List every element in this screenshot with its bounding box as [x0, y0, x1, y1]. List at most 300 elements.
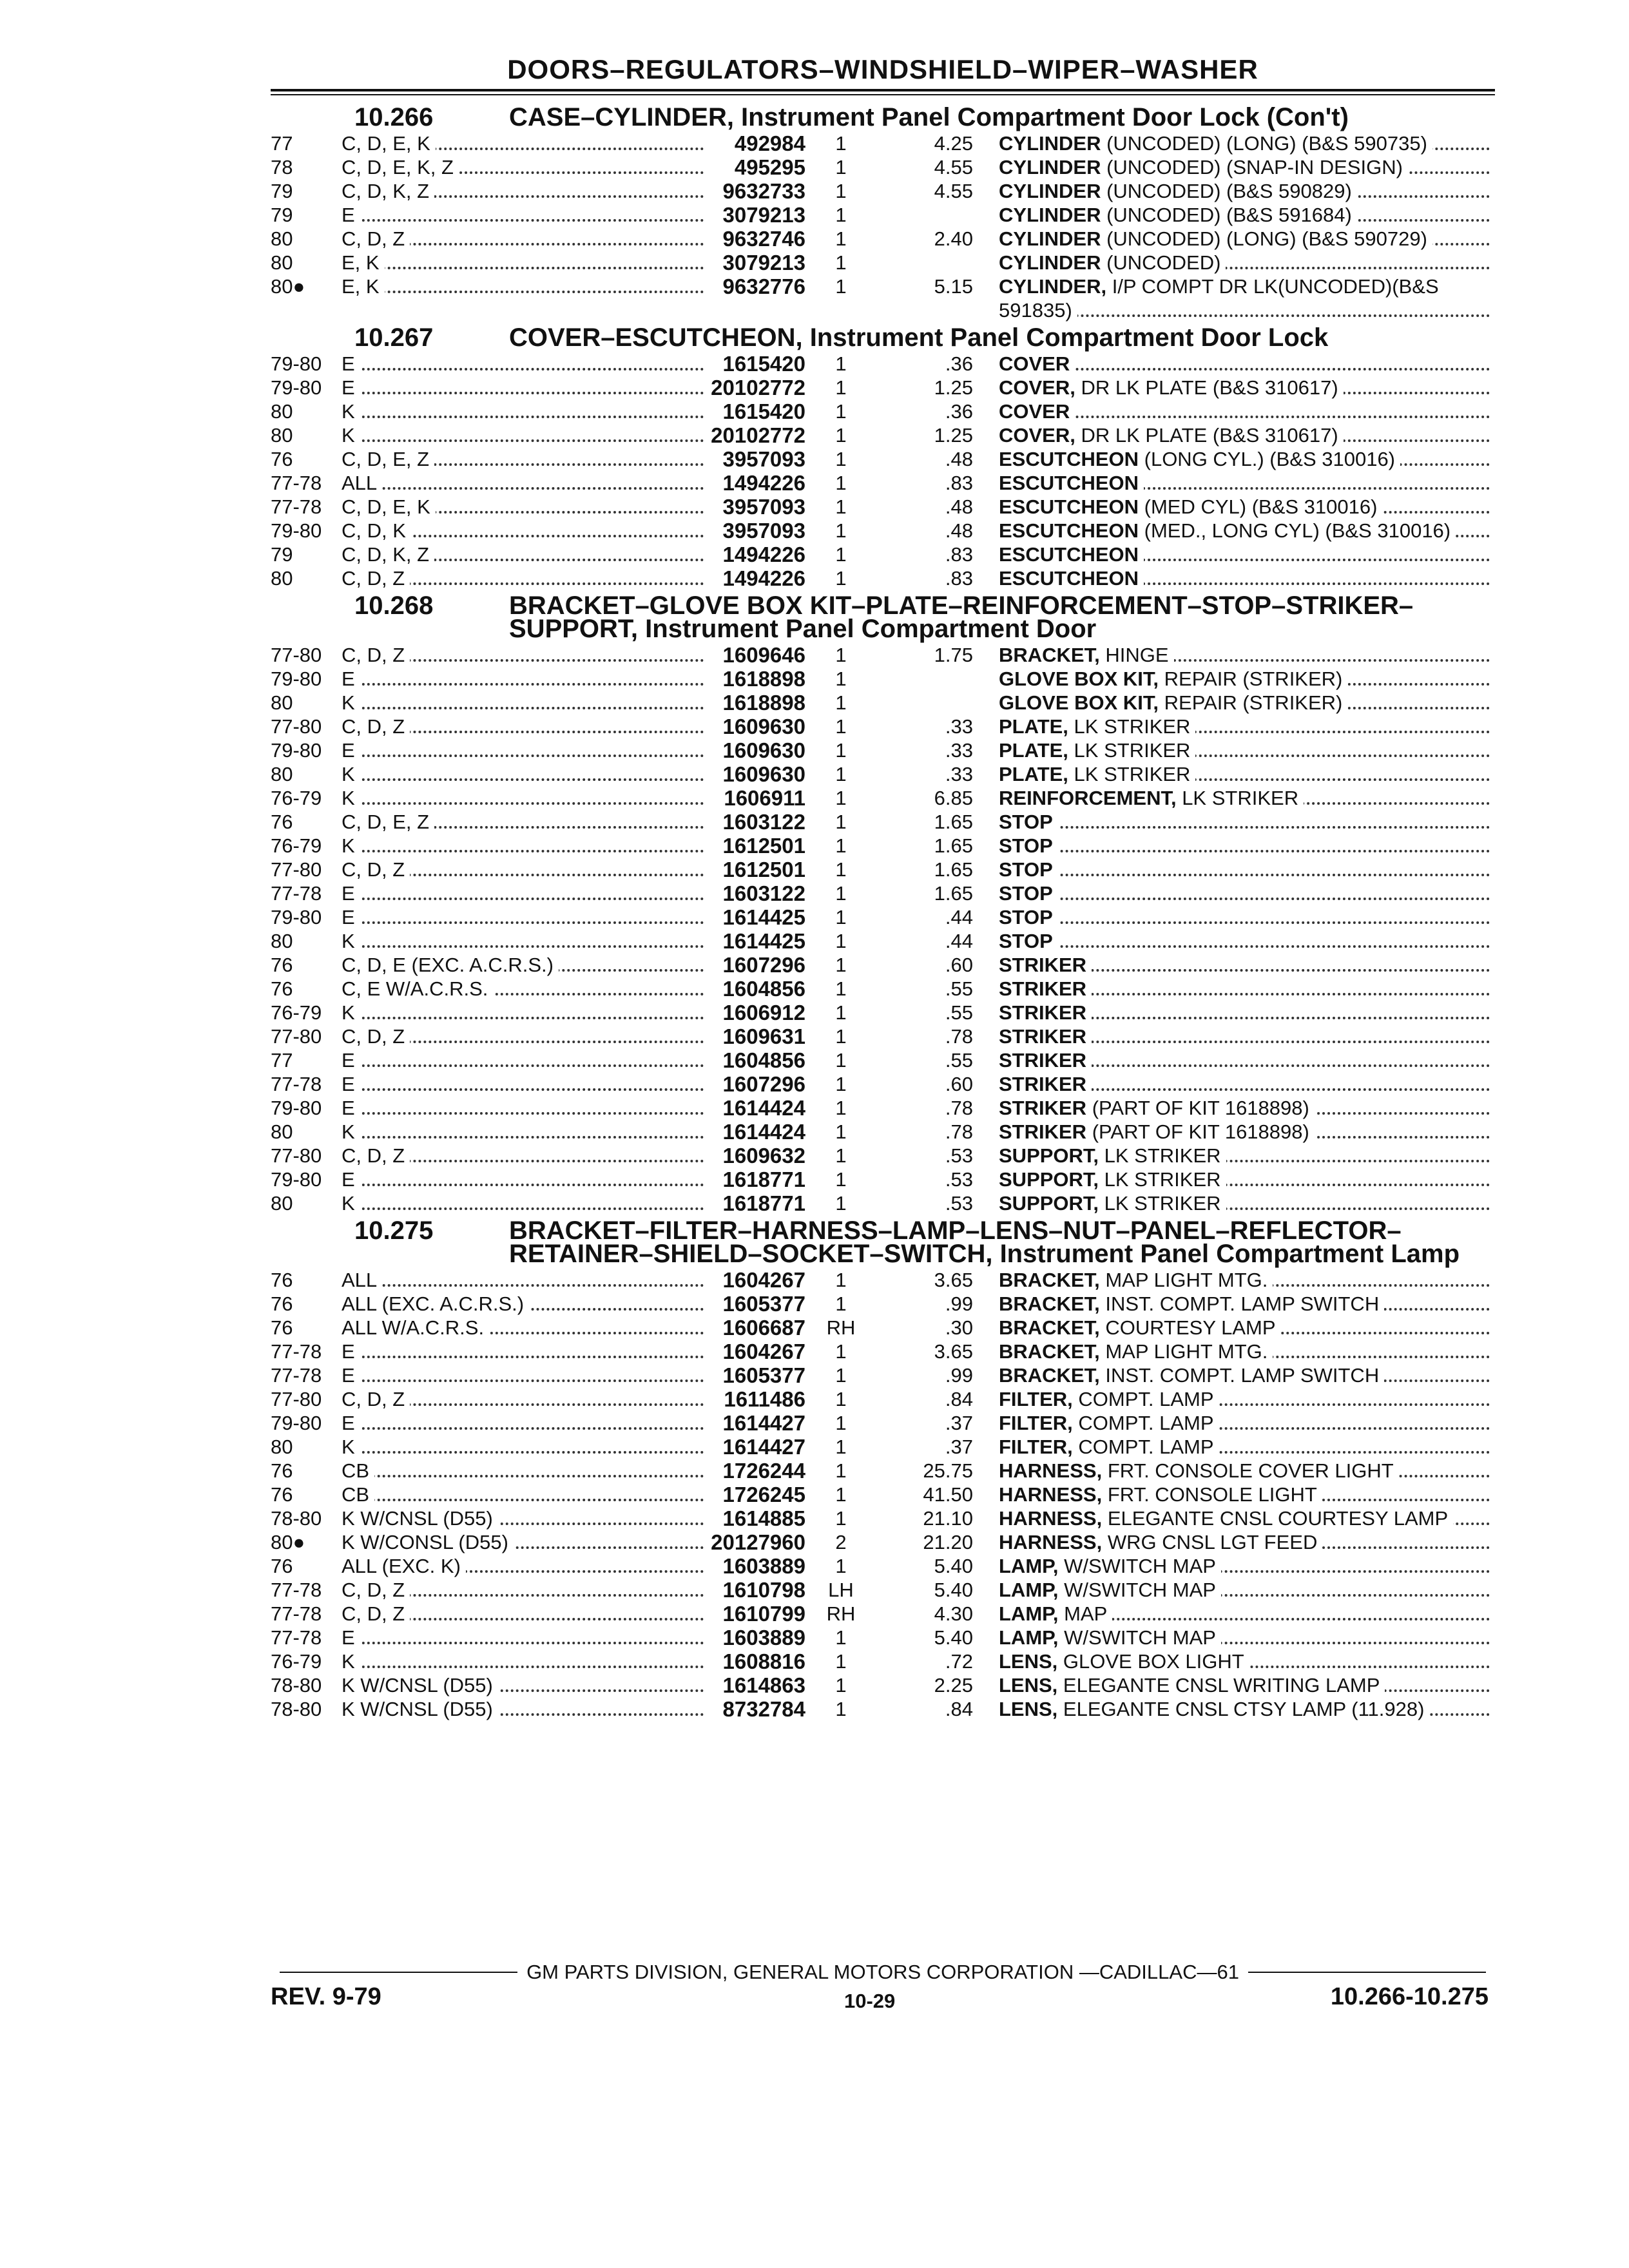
model-cell [342, 447, 709, 471]
description-text [999, 1555, 1221, 1577]
year-cell: 76 [271, 977, 293, 1000]
description-name: ESCUTCHEON [999, 448, 1139, 470]
description-name: HARNESS, [999, 1483, 1103, 1506]
year-cell: 77-78 [271, 1073, 322, 1095]
price-cell: .99 [945, 1364, 973, 1387]
description-cell [999, 543, 1495, 566]
year-cell: 80 [271, 400, 293, 423]
section-heading [271, 591, 1495, 643]
year-cell: 77-80 [271, 1025, 322, 1048]
year-cell: 78-80 [271, 1507, 322, 1530]
model-text: C, D, Z [342, 1579, 410, 1601]
model-text: E [342, 352, 360, 375]
part-number-cell: 1604856 [722, 1048, 805, 1072]
description-cell [999, 738, 1495, 762]
quantity-cell: 1 [835, 400, 847, 423]
description-detail: DR LK PLATE (B&S 310617) [1075, 424, 1338, 447]
year-cell: 77-78 [271, 495, 322, 518]
year-cell: 79-80 [271, 1097, 322, 1119]
footer-rule-right [1248, 1972, 1486, 1973]
table-row [271, 447, 1495, 471]
description-cell [999, 203, 1495, 227]
table-row [271, 131, 1495, 155]
footer-rule-left [280, 1972, 517, 1973]
model-cell [342, 1292, 709, 1316]
price-cell: .83 [945, 567, 973, 590]
revision-label: REV. 9-79 [271, 1983, 381, 2010]
price-cell: .78 [945, 1025, 973, 1048]
part-number-cell: 492984 [734, 131, 805, 155]
part-number-cell: 1611486 [724, 1387, 805, 1411]
model-cell [342, 881, 709, 905]
description-name: PLATE, [999, 763, 1068, 785]
price-cell [876, 667, 999, 691]
description-detail: (PART OF KIT 1618898) [1086, 1097, 1309, 1119]
part-number-cell: 3957093 [722, 519, 805, 543]
dot-leader [999, 874, 1490, 876]
price-cell: .33 [945, 763, 973, 785]
description-name: STRIKER [999, 1120, 1087, 1143]
quantity-cell: 1 [835, 1555, 847, 1577]
part-number-cell: 1614885 [722, 1506, 805, 1530]
part-number-cell: 1608816 [722, 1649, 805, 1673]
description-text [999, 1073, 1092, 1095]
model-text: K [342, 1192, 360, 1215]
model-text: E [342, 906, 360, 928]
year-cell: 79-80 [271, 668, 322, 690]
description-cell [999, 155, 1495, 179]
price-cell: .44 [945, 930, 973, 952]
description-text [999, 811, 1058, 833]
part-number-cell: 1605377 [722, 1363, 805, 1387]
description-name: COVER, [999, 424, 1075, 447]
price-cell: .53 [945, 1144, 973, 1167]
table-row [271, 810, 1495, 834]
dot-leader [342, 778, 704, 781]
year-cell: 77-78 [271, 472, 322, 494]
part-number-cell: 20102772 [711, 423, 805, 447]
description-name: ESCUTCHEON [999, 472, 1139, 494]
table-row [271, 179, 1495, 203]
quantity-cell: LH [828, 1579, 854, 1601]
table-row [271, 227, 1495, 251]
quantity-cell: 1 [835, 715, 847, 738]
description-name: STRIKER [999, 1025, 1087, 1048]
table-row [271, 858, 1495, 881]
description-cell [999, 471, 1495, 495]
description-name: ESCUTCHEON [999, 495, 1139, 518]
description-detail: W/SWITCH MAP [1058, 1555, 1216, 1577]
table-row [271, 691, 1495, 715]
description-detail: INST. COMPT. LAMP SWITCH [1099, 1364, 1380, 1387]
part-number-cell: 8732784 [722, 1697, 805, 1721]
quantity-cell: 1 [835, 668, 847, 690]
description-cell [999, 1578, 1495, 1602]
description-detail: (UNCODED) (LONG) (B&S 590729) [1101, 227, 1427, 250]
price-cell: .83 [945, 472, 973, 494]
description-cell [999, 1435, 1495, 1459]
description-name: CYLINDER, [999, 275, 1107, 298]
quantity-cell: 1 [835, 275, 847, 298]
year-cell: 76 [271, 811, 293, 833]
description-text [999, 1293, 1384, 1315]
description-detail: LK STRIKER [1068, 763, 1191, 785]
description-text [999, 376, 1344, 399]
quantity-cell: 1 [835, 1293, 847, 1315]
price-cell: .60 [945, 954, 973, 976]
quantity-cell: 1 [835, 156, 847, 178]
part-number-cell: 1618771 [722, 1191, 805, 1215]
description-detail: MAP LIGHT MTG. [1099, 1340, 1268, 1363]
quantity-cell: 1 [835, 977, 847, 1000]
year-cell: 80 [271, 424, 293, 447]
table-row [271, 786, 1495, 810]
quantity-cell: 1 [835, 448, 847, 470]
price-cell: .33 [945, 715, 973, 738]
description-name: LAMP, [999, 1579, 1059, 1601]
quantity-cell: 1 [835, 954, 847, 976]
description-cell [999, 566, 1495, 590]
table-row [271, 203, 1495, 227]
quantity-cell: 1 [835, 930, 847, 952]
description-cell [999, 691, 1495, 715]
year-cell: 77-78 [271, 1626, 322, 1649]
model-cell [342, 1144, 709, 1168]
description-detail: LK STRIKER [1068, 715, 1191, 738]
table-row [271, 977, 1495, 1001]
description-cell [999, 1048, 1495, 1072]
year-cell: 76-79 [271, 1001, 322, 1024]
description-text [999, 1364, 1384, 1387]
description-cell [999, 715, 1495, 738]
dot-leader [999, 921, 1490, 924]
description-cell [999, 786, 1495, 810]
description-detail: MAP [1058, 1602, 1108, 1625]
description-name: COVER, [999, 376, 1075, 399]
part-number-cell: 9632733 [722, 179, 805, 203]
description-name: CYLINDER [999, 227, 1101, 250]
price-cell: .78 [945, 1120, 973, 1143]
description-cell [999, 1120, 1495, 1144]
quantity-cell: 1 [835, 763, 847, 785]
description-text [999, 400, 1075, 423]
model-text: E [342, 1097, 360, 1119]
description-text [999, 1097, 1315, 1119]
model-cell [342, 1554, 709, 1578]
footer-publisher-line [271, 1961, 1495, 1984]
dot-leader [342, 802, 704, 805]
description-cell [999, 519, 1495, 543]
quantity-cell: 1 [835, 1144, 847, 1167]
part-number-cell: 1614425 [722, 905, 805, 929]
description-detail: DR LK PLATE (B&S 310617) [1075, 376, 1338, 399]
year-cell: 76 [271, 1269, 293, 1291]
quantity-cell: 1 [835, 1001, 847, 1024]
year-cell: 77 [271, 1049, 293, 1072]
description-cell [999, 1363, 1495, 1387]
part-number-cell: 495295 [734, 155, 805, 179]
table-row [271, 1072, 1495, 1096]
model-text: C, D, Z [342, 567, 410, 590]
table-row [271, 715, 1495, 738]
model-text: ALL [342, 1269, 382, 1291]
price-cell: .72 [945, 1650, 973, 1673]
table-row [271, 1530, 1495, 1554]
description-name: CYLINDER [999, 132, 1101, 155]
description-name: STOP [999, 930, 1053, 952]
table-row [271, 376, 1495, 399]
model-cell [342, 1626, 709, 1649]
model-text: C, D, E, Z [342, 811, 434, 833]
model-cell [342, 905, 709, 929]
model-cell [342, 1363, 709, 1387]
price-cell: .44 [945, 906, 973, 928]
year-cell: 76 [271, 448, 293, 470]
description-text [999, 858, 1058, 881]
quantity-cell: 1 [835, 227, 847, 250]
model-text: C, D, Z [342, 715, 410, 738]
dot-leader [342, 267, 704, 269]
description-cell [999, 810, 1495, 834]
description-name: STRIKER [999, 1097, 1087, 1119]
part-number-cell: 1614863 [722, 1673, 805, 1697]
part-number-cell: 1603122 [722, 881, 805, 905]
price-cell: 3.65 [934, 1269, 973, 1291]
model-text: K [342, 400, 360, 423]
part-number-cell: 1612501 [722, 858, 805, 881]
description-name: FILTER, [999, 1412, 1073, 1434]
model-cell [342, 1673, 709, 1697]
description-detail: W/SWITCH MAP [1058, 1626, 1216, 1649]
part-number-cell: 1604267 [722, 1268, 805, 1292]
description-detail: (LONG CYL.) (B&S 310016) [1139, 448, 1396, 470]
model-text: C, D, E, K [342, 132, 436, 155]
description-name: GLOVE BOX KIT, [999, 691, 1159, 714]
dot-leader [999, 850, 1490, 852]
table-row [271, 1363, 1495, 1387]
table-row [271, 667, 1495, 691]
description-name: BRACKET, [999, 1340, 1100, 1363]
description-detail: MAP LIGHT MTG. [1099, 1269, 1268, 1291]
description-detail: COURTESY LAMP [1099, 1316, 1276, 1339]
table-row [271, 1506, 1495, 1530]
quantity-cell: RH [826, 1316, 856, 1339]
year-cell: 77-80 [271, 644, 322, 666]
quantity-cell: 1 [835, 1650, 847, 1673]
description-name: ESCUTCHEON [999, 543, 1139, 566]
description-text [999, 472, 1144, 494]
part-number-cell: 1615420 [722, 352, 805, 376]
quantity-cell: 1 [835, 1507, 847, 1530]
quantity-cell: 1 [835, 204, 847, 226]
model-cell [342, 810, 709, 834]
dot-leader [342, 945, 704, 948]
description-cell [999, 858, 1495, 881]
description-name: SUPPORT, [999, 1144, 1099, 1167]
quantity-cell: 1 [835, 882, 847, 905]
model-cell [342, 251, 709, 274]
quantity-cell: 1 [835, 1049, 847, 1072]
quantity-cell: 1 [835, 1073, 847, 1095]
model-cell [342, 1024, 709, 1048]
year-cell: 77 [271, 132, 293, 155]
part-number-cell: 1606687 [722, 1316, 805, 1340]
model-cell [342, 376, 709, 399]
year-cell: 76 [271, 1459, 293, 1482]
description-text [999, 519, 1456, 542]
model-cell [342, 667, 709, 691]
description-name: SUPPORT, [999, 1168, 1099, 1191]
description-text [999, 1698, 1429, 1720]
description-cell [999, 1096, 1495, 1120]
table-row [271, 1024, 1495, 1048]
part-number-cell: 1614427 [722, 1435, 805, 1459]
price-cell: 3.65 [934, 1340, 973, 1363]
description-name: CYLINDER [999, 180, 1101, 202]
description-detail: HINGE [1099, 644, 1169, 666]
price-cell: 25.75 [923, 1459, 973, 1482]
model-text: E [342, 204, 360, 226]
quantity-cell: 1 [835, 132, 847, 155]
part-number-cell: 1603122 [722, 810, 805, 834]
dot-leader [342, 487, 704, 490]
part-number-cell: 1610799 [722, 1602, 805, 1626]
price-cell: 4.25 [934, 132, 973, 155]
year-cell: 76 [271, 1293, 293, 1315]
description-name: PLATE, [999, 715, 1068, 738]
price-cell: .33 [945, 739, 973, 762]
description-text [999, 954, 1092, 976]
model-text: K W/CNSL (D55) [342, 1507, 498, 1530]
dot-leader [342, 1499, 704, 1501]
table-row [271, 1387, 1495, 1411]
quantity-cell: 1 [835, 519, 847, 542]
quantity-cell: 1 [835, 495, 847, 518]
section-number: 10.267 [354, 323, 434, 352]
model-text: K [342, 930, 360, 952]
part-number-cell: 1610798 [722, 1578, 805, 1602]
description-cell [999, 423, 1495, 447]
description-cell [999, 179, 1495, 203]
quantity-cell: 1 [835, 906, 847, 928]
price-cell: .55 [945, 1049, 973, 1072]
quantity-cell: 1 [835, 1436, 847, 1458]
model-text: ALL (EXC. A.C.R.S.) [342, 1293, 529, 1315]
description-name: LENS, [999, 1674, 1058, 1696]
model-cell [342, 1483, 709, 1506]
description-cell [999, 131, 1495, 155]
dot-leader [342, 1112, 704, 1115]
model-cell [342, 1120, 709, 1144]
part-number-cell: 1606912 [722, 1001, 805, 1024]
table-row [271, 1459, 1495, 1483]
model-cell [342, 1411, 709, 1435]
description-text [999, 1120, 1315, 1143]
description-text [999, 1531, 1322, 1553]
description-name: STRIKER [999, 954, 1087, 976]
year-cell: 76-79 [271, 787, 322, 809]
model-text: C, D, E, Z [342, 448, 434, 470]
dot-leader [342, 1379, 704, 1382]
description-detail: (UNCODED) (B&S 590829) [1101, 180, 1352, 202]
model-text: C, D, Z [342, 1602, 410, 1625]
table-row [271, 1001, 1495, 1024]
description-cell [999, 929, 1495, 953]
description-text [999, 977, 1092, 1000]
description-text [999, 180, 1357, 202]
description-text [999, 1388, 1219, 1410]
table-row [271, 352, 1495, 376]
model-cell [342, 1506, 709, 1530]
model-cell [342, 738, 709, 762]
table-row [271, 1578, 1495, 1602]
year-cell: 79-80 [271, 739, 322, 762]
year-cell: 77-80 [271, 1388, 322, 1410]
part-number-cell: 20127960 [711, 1530, 805, 1554]
model-text: K [342, 691, 360, 714]
quantity-cell: 1 [835, 180, 847, 202]
year-cell: 79 [271, 180, 293, 202]
description-name: LENS, [999, 1698, 1058, 1720]
price-cell: 4.30 [934, 1602, 973, 1625]
price-cell: .53 [945, 1192, 973, 1215]
table-row [271, 1554, 1495, 1578]
part-number-cell: 3079213 [722, 251, 805, 274]
description-name: BRACKET, [999, 1293, 1100, 1315]
model-text: E, K [342, 275, 385, 298]
quantity-cell: 1 [835, 834, 847, 857]
part-number-cell: 1614427 [722, 1411, 805, 1435]
description-cell [999, 1602, 1495, 1626]
price-cell [876, 251, 999, 274]
dot-leader [342, 219, 704, 222]
model-cell [342, 834, 709, 858]
price-cell [876, 203, 999, 227]
model-text: C, D, Z [342, 1388, 410, 1410]
description-detail: ELEGANTE CNSL COURTESY LAMP [1102, 1507, 1449, 1530]
description-text [999, 567, 1144, 590]
part-number-cell: 1606911 [724, 786, 805, 810]
quantity-cell: 1 [835, 1698, 847, 1720]
price-cell: .83 [945, 543, 973, 566]
model-text: C, D, Z [342, 1025, 410, 1048]
part-number-cell: 3957093 [722, 447, 805, 471]
quantity-cell: 1 [835, 1674, 847, 1696]
description-detail: REPAIR (STRIKER) [1159, 668, 1343, 690]
description-name: LAMP, [999, 1555, 1059, 1577]
year-cell: 77-78 [271, 882, 322, 905]
dot-leader [342, 683, 704, 686]
section-heading [271, 103, 1495, 131]
year-cell: 77-80 [271, 1144, 322, 1167]
quantity-cell: 1 [835, 251, 847, 274]
description-name: BRACKET, [999, 1269, 1100, 1291]
description-cell [999, 977, 1495, 1001]
price-cell: 1.65 [934, 882, 973, 905]
price-cell: .37 [945, 1412, 973, 1434]
dot-leader [342, 850, 704, 852]
price-cell: 21.20 [923, 1531, 973, 1553]
table-row [271, 423, 1495, 447]
description-text [999, 204, 1357, 226]
model-cell [342, 1072, 709, 1096]
model-cell [342, 227, 709, 251]
header-rule-thin [271, 94, 1495, 95]
description-cell [999, 1697, 1495, 1721]
year-cell: 80 [271, 567, 293, 590]
price-cell [876, 691, 999, 715]
price-cell: .55 [945, 1001, 973, 1024]
